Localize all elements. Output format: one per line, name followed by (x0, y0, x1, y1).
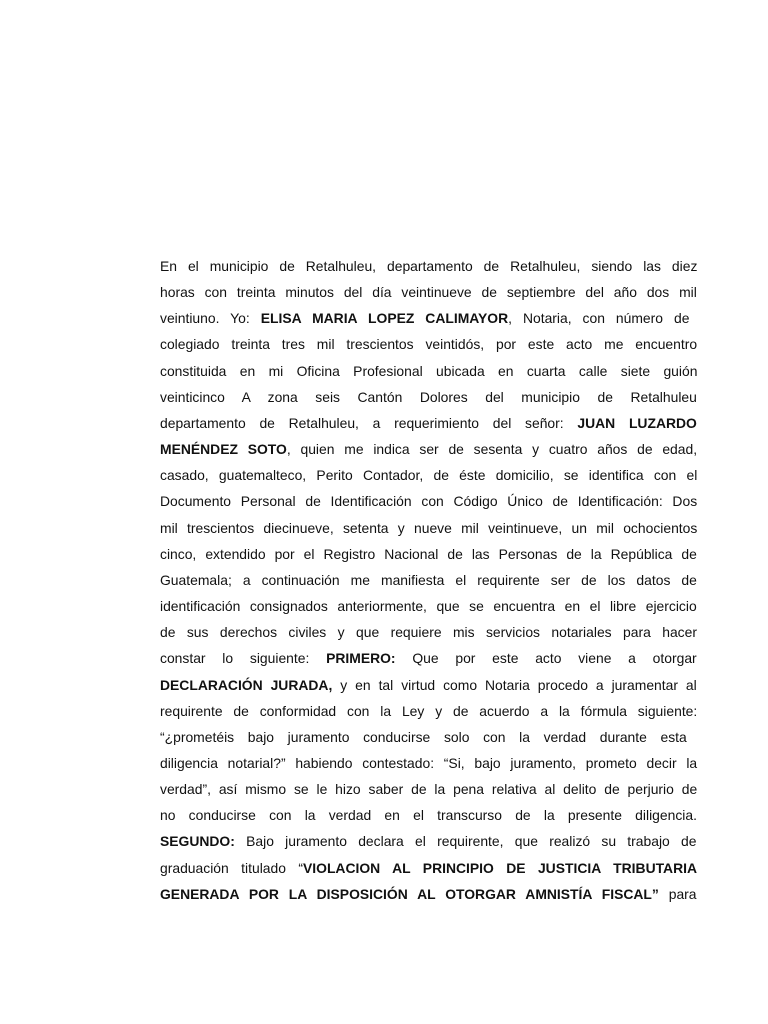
text-run: departamento de Retalhuleu, a requerimiento del señor: (160, 414, 578, 431)
text-run: “¿prometéis bajo juramento conducirse solo con la verdad durante esta (160, 728, 687, 745)
text-line (160, 855, 697, 881)
bold-text: JUAN LUZARDO (577, 414, 697, 431)
text-run: Que por este acto viene a otorgar (395, 650, 697, 667)
text-run: cinco, extendido por el Registro Nacional de las Personas de la República de (160, 545, 697, 562)
text-run: , quien me indica ser de sesenta y cuatro años de edad, (286, 441, 698, 458)
text-run: para (658, 885, 697, 902)
text-line (160, 331, 697, 357)
text-run: Guatemala; a continuación me manifiesta el requirente ser de los datos de (160, 571, 697, 588)
text-line (160, 384, 697, 410)
text-line (160, 776, 697, 802)
text-run: , Notaria, con número de (508, 310, 690, 327)
text-line (160, 305, 697, 331)
text-run: no conducirse con la verdad en el transcurso de la presente diligencia. (160, 807, 697, 824)
text-line (160, 358, 697, 384)
text-run: En el municipio de Retalhuleu, departamento de Retalhuleu, siendo las diez (160, 258, 698, 274)
text-line (160, 750, 697, 776)
bold-text: GENERADA POR LA DISPOSICIÓN AL OTORGAR AMNISTÍA FISCAL” (160, 885, 659, 902)
text-run: requirente de conformidad con la Ley y de acuerdo a la fórmula siguiente: (160, 702, 698, 719)
text-line (160, 515, 697, 541)
text-line (160, 645, 697, 671)
text-run: colegiado treinta tres mil trescientos veintidós, por este acto me encuentro (160, 336, 698, 353)
text-line (160, 724, 697, 750)
text-line (160, 619, 697, 645)
text-run: veinticinco A zona seis Cantón Dolores del municipio de Retalhuleu (160, 388, 697, 405)
text-run: veintiuno. Yo: (160, 310, 261, 327)
text-line (160, 698, 697, 724)
text-line (160, 672, 697, 698)
bold-text: ELISA MARIA LOPEZ CALIMAYOR (260, 310, 509, 327)
text-run: constituida en mi Oficina Profesional ubicada en cuarta calle siete guión (160, 362, 698, 379)
bold-text: VIOLACION AL PRINCIPIO DE JUSTICIA TRIBUTARIA (303, 859, 698, 876)
text-line (160, 253, 697, 279)
text-line (160, 462, 697, 488)
text-run: y en tal virtud como Notaria procedo a juramentar al (332, 676, 697, 693)
text-run: constar lo siguiente: (160, 650, 327, 667)
text-line (160, 488, 697, 514)
text-run: verdad”, así mismo se le hizo saber de la pena relativa al delito de perjurio de (160, 781, 698, 798)
text-run: mil trescientos diecinueve, setenta y nueve mil veintinueve, un mil ochocientos (160, 519, 698, 536)
text-line (160, 802, 697, 828)
bold-text: DECLARACIÓN JURADA, (160, 676, 333, 693)
text-run: horas con treinta minutos del día veintinueve de septiembre del año dos mil (160, 284, 697, 301)
text-run: Bajo juramento declara el requirente, que realizó su trabajo de (234, 833, 697, 850)
text-line (160, 436, 697, 462)
document-body (160, 253, 697, 907)
text-line (160, 279, 697, 305)
text-run: identificación consignados anteriormente, que se encuentra en el libre ejercicio (160, 598, 697, 615)
text-line (160, 593, 697, 619)
text-line (160, 828, 697, 854)
text-run: Documento Personal de Identificación con Código Único de Identificación: Dos (160, 493, 698, 510)
text-line (160, 410, 697, 436)
text-line (160, 567, 697, 593)
text-run: graduación titulado “ (160, 859, 304, 876)
text-line (160, 541, 697, 567)
text-run: de sus derechos civiles y que requiere mis servicios notariales para hacer (160, 624, 697, 641)
text-run: diligencia notarial?” habiendo contestado: “Si, bajo juramento, prometo decir la (160, 754, 698, 771)
bold-text: SEGUNDO: (160, 833, 235, 850)
bold-text: PRIMERO: (326, 650, 396, 667)
bold-text: MENÉNDEZ SOTO (160, 441, 287, 458)
text-run: casado, guatemalteco, Perito Contador, de éste domicilio, se identifica con el (160, 467, 698, 484)
text-line (160, 881, 697, 907)
